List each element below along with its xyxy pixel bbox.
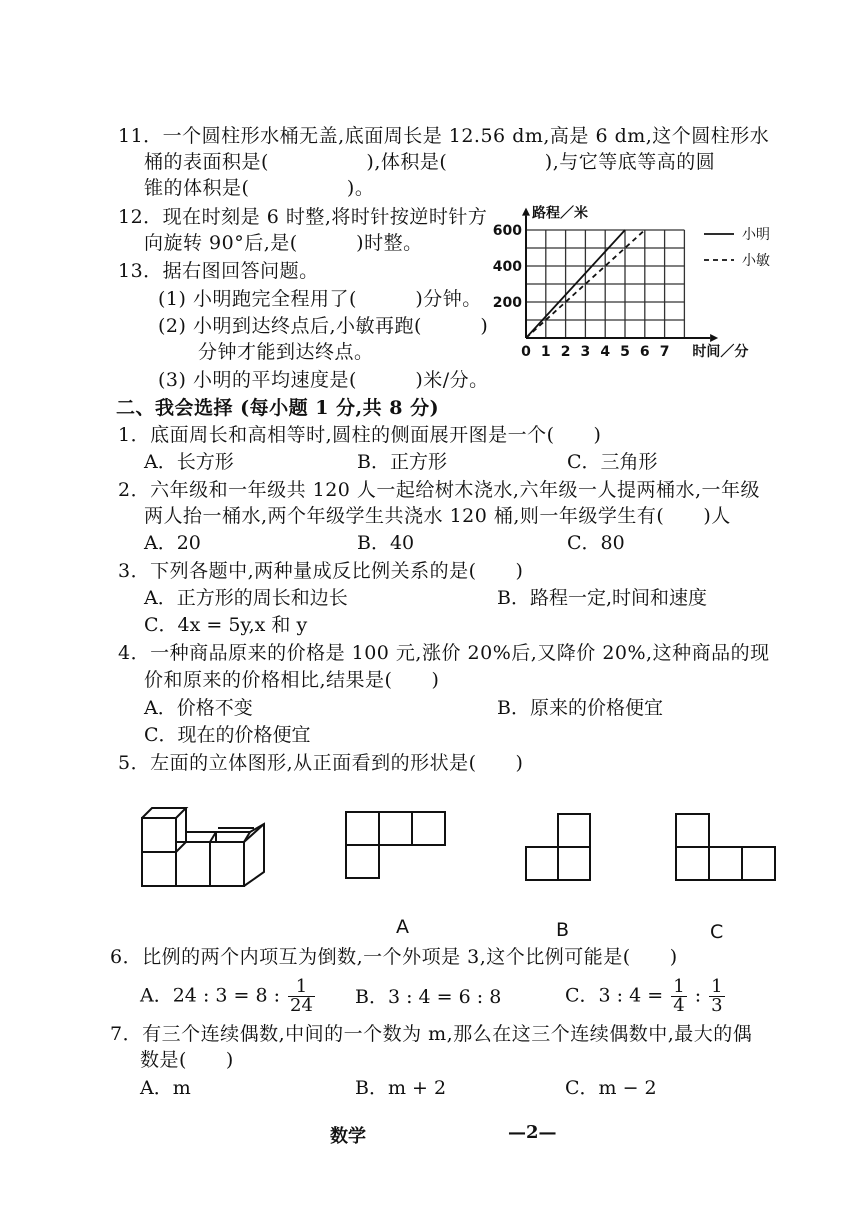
view-option-c xyxy=(674,812,778,882)
c4-line1: 4．一种商品原来的价格是 100 元,涨价 20%后,又降价 20%,这种商品的现 xyxy=(118,642,770,664)
c5-label-b: B xyxy=(556,919,570,941)
x-tick-label: 0 xyxy=(521,344,531,360)
c7-line1: 7．有三个连续偶数,中间的一个数为 m,那么在这三个连续偶数中,最大的偶 xyxy=(110,1023,753,1045)
c6-option-b: B．3 : 4 = 6 : 8 xyxy=(355,986,502,1008)
c5-label-a: A xyxy=(396,916,409,938)
c6-option-c-fraction-1 xyxy=(671,978,686,1015)
c6-option-a xyxy=(140,978,317,1015)
c5-label-c: C xyxy=(710,921,724,943)
c6-option-c-fraction-2 xyxy=(709,978,724,1015)
c1-stem: 1．底面周长和高相等时,圆柱的侧面展开图是一个( ) xyxy=(118,424,602,446)
y-tick-label: 200 xyxy=(492,295,522,311)
footer-subject: 数学 xyxy=(330,1126,366,1147)
q11-line2: 桶的表面积是( ),体积是( ),与它等底等高的圆 xyxy=(144,151,716,173)
c6-option-c-text: C．3 : 4 = xyxy=(565,984,664,1007)
view-option-a xyxy=(344,810,448,882)
c2-option-a: A．20 xyxy=(144,532,201,554)
c2-option-b: B．40 xyxy=(357,532,415,554)
c5-stem: 5．左面的立体图形,从正面看到的形状是( ) xyxy=(118,752,524,774)
c3-option-a: A．正方形的周长和边长 xyxy=(144,587,348,609)
c6-option-c xyxy=(565,978,727,1015)
q11-line1: 11．一个圆柱形水桶无盖,底面周长是 12.56 dm,高是 6 dm,这个圆柱形水 xyxy=(118,125,770,147)
q12-line1: 12．现在时刻是 6 时整,将时针按逆时针方 xyxy=(118,206,488,228)
c4-option-a: A．价格不变 xyxy=(144,697,253,719)
view-option-b xyxy=(524,812,594,882)
y-axis-arrow xyxy=(522,208,530,216)
c3-stem: 3．下列各题中,两种量成反比例关系的是( ) xyxy=(118,560,524,582)
c6-option-a-text: A．24 : 3 = 8 : xyxy=(140,984,280,1007)
c6-option-a-fraction xyxy=(288,978,315,1015)
fraction-denominator: 24 xyxy=(290,995,313,1016)
c6-option-c-colon: : xyxy=(694,984,702,1007)
y-tick-label: 400 xyxy=(492,259,522,275)
y-axis-label: 路程／米 xyxy=(532,205,588,222)
fraction-denominator: 4 xyxy=(673,995,685,1016)
x-tick-label: 5 xyxy=(620,344,630,360)
x-tick-label: 2 xyxy=(560,344,571,360)
fraction-denominator: 3 xyxy=(711,995,723,1016)
c3-option-b: B．路程一定,时间和速度 xyxy=(497,587,708,609)
chart-grid xyxy=(526,230,684,338)
section2-title: 二、我会选择 (每小题 1 分,共 8 分) xyxy=(116,397,440,419)
x-axis-arrow xyxy=(710,334,718,342)
x-axis-label: 时间／分 xyxy=(692,344,749,360)
c6-stem: 6．比例的两个内项互为倒数,一个外项是 3,这个比例可能是( ) xyxy=(110,946,678,968)
x-tick-label: 1 xyxy=(540,344,551,360)
footer-page-number: —2— xyxy=(508,1122,557,1143)
x-tick-label: 3 xyxy=(580,344,591,360)
x-tick-label: 6 xyxy=(639,344,650,360)
q13-sub3: (3) 小明的平均速度是( )米/分。 xyxy=(158,369,489,391)
x-tick-label: 4 xyxy=(600,344,611,360)
legend-label: 小敏 xyxy=(742,253,770,269)
c1-option-b: B．正方形 xyxy=(357,451,447,473)
c1-option-a: A．长方形 xyxy=(144,451,234,473)
distance-time-chart xyxy=(490,196,810,366)
q13-sub2b: 分钟才能到达终点。 xyxy=(198,341,374,363)
c7-option-a: A．m xyxy=(140,1077,191,1099)
fraction-numerator: 1 xyxy=(673,976,685,997)
c7-line2: 数是( ) xyxy=(140,1049,234,1071)
solid-figure xyxy=(136,802,286,892)
c1-option-c: C．三角形 xyxy=(567,451,658,473)
fraction-numerator: 1 xyxy=(288,978,315,997)
y-tick-label: 600 xyxy=(492,223,522,239)
q13-sub1: (1) 小明跑完全程用了( )分钟。 xyxy=(158,288,482,310)
c2-line1: 2．六年级和一年级共 120 人一起给树木浇水,六年级一人提两桶水,一年级 xyxy=(118,479,761,501)
c7-option-b: B．m + 2 xyxy=(355,1077,447,1099)
fraction-numerator: 1 xyxy=(711,976,723,997)
c3-option-c: C．4x = 5y,x 和 y xyxy=(144,614,308,636)
q13-sub2a: (2) 小明到达终点后,小敏再跑( ) xyxy=(158,315,489,337)
c7-option-c: C．m − 2 xyxy=(565,1077,657,1099)
c2-line2: 两人抬一桶水,两个年级学生共浇水 120 桶,则一年级学生有( )人 xyxy=(144,505,731,527)
c2-option-c: C．80 xyxy=(567,532,625,554)
x-tick-label: 7 xyxy=(659,344,670,360)
q11-line3: 锥的体积是( )。 xyxy=(144,177,375,199)
q13-line1: 13．据右图回答问题。 xyxy=(118,260,319,282)
q12-line2: 向旋转 90°后,是( )时整。 xyxy=(144,232,423,254)
c4-option-b: B．原来的价格便宜 xyxy=(497,697,663,719)
chart-axes xyxy=(522,208,718,342)
chart-labels xyxy=(493,205,770,360)
c4-line2: 价和原来的价格相比,结果是( ) xyxy=(144,669,440,691)
legend-label: 小明 xyxy=(742,227,770,243)
c4-option-c: C．现在的价格便宜 xyxy=(144,724,311,746)
